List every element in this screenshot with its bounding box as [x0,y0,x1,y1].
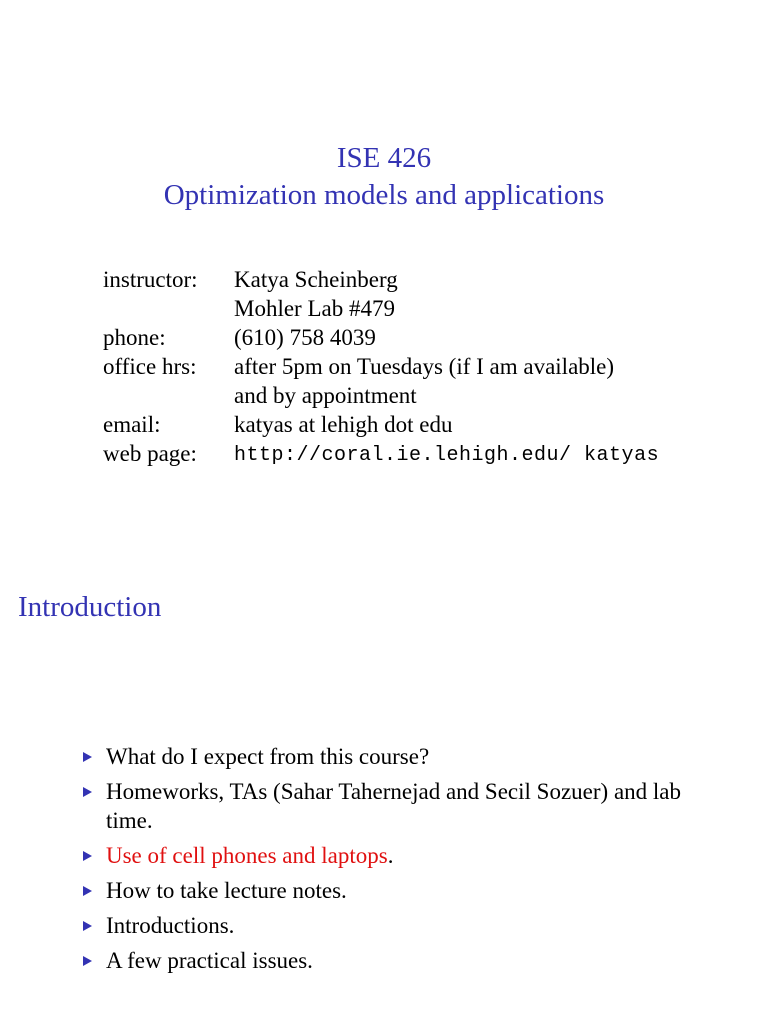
triangle-right-icon [83,851,92,861]
bullet-text-suffix: . [387,843,394,868]
list-item [78,777,718,835]
list-item [78,876,718,905]
bullet-text: What do I expect from this course? [106,744,430,769]
web-page-link[interactable]: http://coral.ie.lehigh.edu/ katyas [234,444,660,467]
bullet-text-highlight: Use of cell phones and laptops [106,843,388,868]
list-item [78,742,718,771]
bullet-text: Introductions. [106,913,235,938]
info-value-email: katyas at lehigh dot edu [234,412,453,437]
info-label-web-page: web page: [103,441,197,466]
section-heading: Introduction [18,591,162,623]
bullet-text: A few practical issues. [106,948,313,973]
list-item [78,841,718,870]
triangle-right-icon [83,956,92,966]
list-item [78,946,718,975]
triangle-right-icon [83,921,92,931]
info-label-instructor: instructor: [103,267,198,292]
info-label-office-hours: office hrs: [103,354,197,379]
info-value-office-hours: after 5pm on Tuesdays (if I am available) [234,354,615,379]
info-value-instructor: Katya Scheinberg [234,267,398,292]
course-code: ISE 426 [336,142,432,174]
course-title: Optimization models and applications [163,179,605,211]
info-label-phone: phone: [103,325,166,350]
info-value-office: Mohler Lab #479 [234,296,395,321]
triangle-right-icon [83,752,92,762]
triangle-right-icon [83,886,92,896]
info-label-email: email: [103,412,161,437]
list-item [78,911,718,940]
info-value-appointment: and by appointment [234,383,417,408]
bullet-list [78,742,718,981]
info-value-phone: (610) 758 4039 [234,325,376,350]
bullet-text: How to take lecture notes. [106,878,347,903]
bullet-text: Homeworks, TAs (Sahar Tahernejad and Secil Sozuer) and lab time. [106,779,681,833]
triangle-right-icon [83,787,92,797]
